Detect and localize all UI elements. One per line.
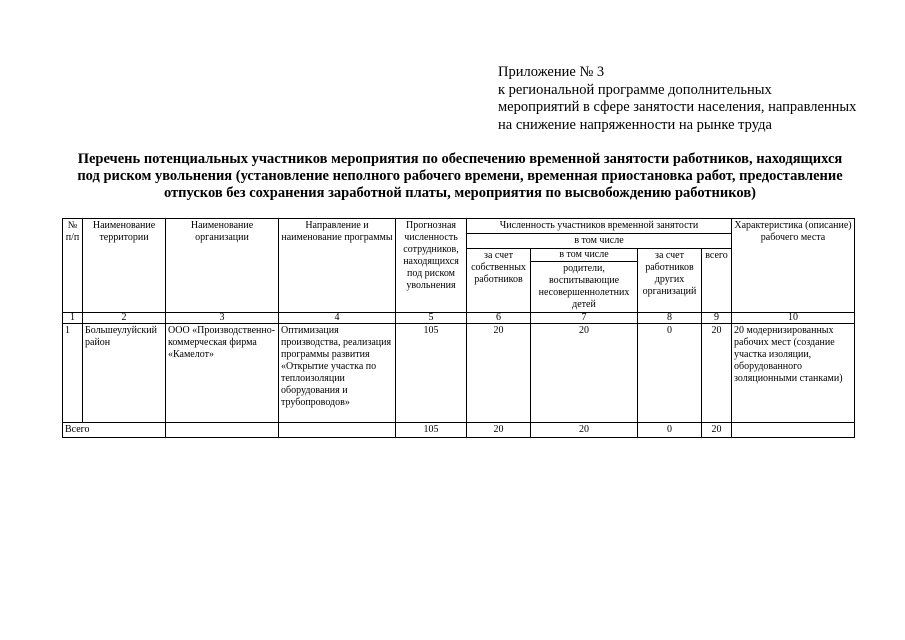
total-total: 20	[702, 423, 732, 438]
cell-program: Оптимизация производства, реализация программы развития «Открытие участка по теплоизоляции оборудования и трубопроводов»	[279, 324, 396, 423]
column-number: 3	[166, 313, 279, 324]
total-organization	[166, 423, 279, 438]
appendix-block	[498, 64, 856, 134]
header-forecast: Прогнозная численность сотрудников, находящихся под риском увольнения	[396, 219, 467, 313]
header-other-orgs: за счет работников других организаций	[638, 249, 702, 313]
appendix-number: Приложение № 3	[498, 64, 605, 80]
document-title	[60, 151, 860, 202]
cell-territory: Большеулуйский район	[83, 324, 166, 423]
cell-forecast: 105	[396, 324, 467, 423]
column-number: 5	[396, 313, 467, 324]
title-line: под риском увольнения (установление неполного рабочего времени, временная приостановка работ, предоставление	[77, 168, 843, 184]
column-number: 10	[732, 313, 855, 324]
appendix-line: мероприятий в сфере занятости населения, направленных	[498, 99, 857, 115]
header-parents: родители, воспитывающие несовершеннолетних детей	[538, 263, 630, 310]
header-including-sub: в том числе	[531, 249, 637, 262]
participants-table	[62, 218, 855, 438]
header-num: № п/п	[63, 219, 83, 313]
column-number: 2	[83, 313, 166, 324]
total-program	[279, 423, 396, 438]
cell-total: 20	[702, 324, 732, 423]
total-label: Всего	[63, 423, 166, 438]
header-own-workers: за счет собственных работников	[467, 249, 531, 313]
header-participants: Численность участников временной занятости	[467, 219, 732, 234]
title-line: отпусков без сохранения заработной платы, мероприятия по высвобождению работников)	[164, 185, 756, 201]
header-row	[63, 219, 855, 234]
column-number: 8	[638, 313, 702, 324]
appendix-line: на снижение напряженности на рынке труда	[498, 116, 772, 133]
header-including: в том числе	[467, 234, 732, 249]
header-organization: Наименование организации	[166, 219, 279, 313]
column-number: 7	[531, 313, 638, 324]
total-forecast: 105	[396, 423, 467, 438]
table-row	[63, 324, 855, 423]
cell-parents: 20	[531, 324, 638, 423]
title-line: Перечень потенциальных участников мероприятия по обеспечению временной занятости работников, находящихся	[77, 151, 843, 167]
header-total: всего	[702, 249, 732, 313]
column-number: 9	[702, 313, 732, 324]
column-number: 1	[63, 313, 83, 324]
header-parents-group	[531, 249, 638, 313]
cell-organization: ООО «Производственно-коммерческая фирма «Камелот»	[166, 324, 279, 423]
column-numbers-row	[63, 313, 855, 324]
header-program: Направление и наименование программы	[279, 219, 396, 313]
total-row	[63, 423, 855, 438]
total-other: 0	[638, 423, 702, 438]
header-territory: Наименование территории	[83, 219, 166, 313]
cell-characteristic: 20 модернизированных рабочих мест (создание участка изоляции, оборудованного золяционными станками)	[732, 324, 855, 423]
total-characteristic	[732, 423, 855, 438]
column-number: 6	[467, 313, 531, 324]
total-own: 20	[467, 423, 531, 438]
total-parents: 20	[531, 423, 638, 438]
cell-other: 0	[638, 324, 702, 423]
cell-own: 20	[467, 324, 531, 423]
cell-num: 1	[63, 324, 83, 423]
header-characteristic: Характеристика (описание) рабочего места	[732, 219, 855, 313]
appendix-line: к региональной программе дополнительных	[498, 81, 772, 98]
column-number: 4	[279, 313, 396, 324]
